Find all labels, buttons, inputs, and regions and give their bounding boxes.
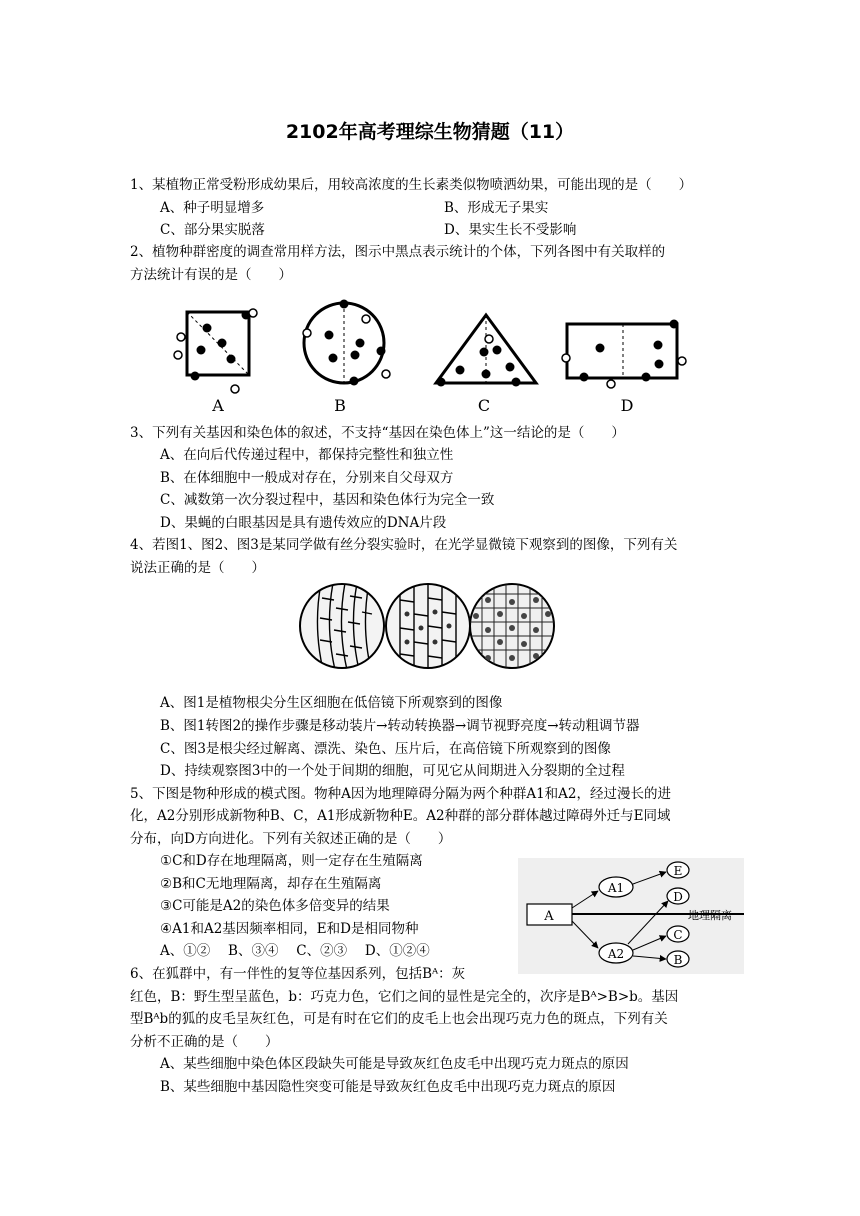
- microscope-view-3: [470, 584, 554, 668]
- q4-stem-line1: 4、若图1、图2、图3是某同学做有丝分裂实验时，在光学显微镜下观察到的图像，下列有关: [130, 537, 678, 553]
- q5-statement-1: ①C和D存在地理隔离，则一定存在生殖隔离: [160, 853, 423, 869]
- q6-option-b: B、某些细胞中基因隐性突变可能是导致灰红色皮毛中出现巧克力斑点的原因: [160, 1079, 616, 1095]
- q6-line3: 型Bᴬb的狐的皮毛呈灰红色，可是有时在它们的皮毛上也会出现巧克力色的斑点，下列有关: [130, 1011, 668, 1027]
- q6-line2: 红色，B：野生型呈蓝色，b：巧克力色，它们之间的显性是完全的，次序是Bᴬ>B>b。基因: [130, 989, 679, 1005]
- q5-statement-3: ③C可能是A2的染色体多倍变异的结果: [160, 898, 390, 914]
- node-d: D: [673, 890, 683, 904]
- q1-option-b: B、形成无子果实: [444, 200, 549, 216]
- node-a: A: [544, 909, 554, 924]
- q6-option-a: A、某些细胞中染色体区段缺失可能是导致灰红色皮毛中出现巧克力斑点的原因: [160, 1056, 629, 1072]
- sample-plot-c: [436, 315, 536, 387]
- q6-line1: 6、在狐群中，有一伴性的复等位基因系列，包括Bᴬ：灰: [130, 966, 466, 982]
- q4-stem-line2: 说法正确的是（ ）: [130, 560, 265, 576]
- q5-stem-line1: 5、下图是物种形成的模式图。物种A因为地理障碍分隔为两个种群A1和A2，经过漫长的进: [130, 786, 672, 802]
- node-a1: A1: [607, 881, 625, 895]
- microscope-view-2: [386, 578, 470, 674]
- q4-option-a: A、图1是植物根尖分生区细胞在低倍镜下所观察到的图像: [160, 695, 503, 711]
- q1-option-d: D、果实生长不受影响: [444, 222, 577, 238]
- q5-statement-2: ②B和C无地理隔离，却存在生殖隔离: [160, 876, 382, 892]
- sample-plot-a: [174, 309, 257, 393]
- plot-label-b: B: [334, 396, 346, 415]
- microscope-views-figure: [292, 578, 562, 678]
- page-title: 2102年高考理综生物猜题（11）: [285, 121, 575, 143]
- q5-statement-4: ④A1和A2基因频率相同，E和D是相同物种: [160, 921, 419, 937]
- quadrat-sampling-figure: [168, 295, 698, 415]
- q4-option-d: D、持续观察图3中的一个处于间期的细胞，可见它从间期进入分裂期的全过程: [160, 763, 625, 779]
- barrier-label: 地理隔离: [688, 909, 732, 922]
- q5-stem-line2: 化，A2分别形成新物种B、C，A1形成新物种E。A2种群的部分群体越过障碍外迁与E同域: [130, 808, 671, 824]
- plot-label-a: A: [212, 396, 224, 415]
- q3-option-a: A、在向后代传递过程中，都保持完整性和独立性: [160, 447, 454, 463]
- plot-label-d: D: [620, 396, 634, 415]
- microscope-view-1: [300, 578, 384, 674]
- q5-choices: A、①② B、③④ C、②③ D、①②④: [160, 943, 430, 959]
- sample-plot-b: [303, 300, 390, 386]
- q1-stem: 1、某植物正常受粉形成幼果后，用较高浓度的生长素类似物喷洒幼果，可能出现的是（ ）: [130, 177, 693, 193]
- q3-option-c: C、减数第一次分裂过程中，基因和染色体行为完全一致: [160, 492, 495, 508]
- node-e: E: [673, 864, 683, 878]
- q2-stem-line1: 2、植物种群密度的调查常用样方法，图示中黑点表示统计的个体，下列各图中有关取样的: [130, 244, 666, 260]
- q1-option-c: C、部分果实脱落: [160, 222, 265, 238]
- node-b: B: [673, 953, 683, 967]
- sample-plot-d: [562, 320, 686, 389]
- q5-stem-line3: 分布，向D方向进化。下列有关叙述正确的是（ ）: [130, 831, 452, 847]
- q1-option-a: A、种子明显增多: [160, 200, 265, 216]
- plot-label-c: C: [477, 396, 491, 415]
- node-a2: A2: [607, 947, 625, 961]
- q3-option-d: D、果蝇的白眼基因是具有遗传效应的DNA片段: [160, 515, 447, 531]
- q3-option-b: B、在体细胞中一般成对存在，分别来自父母双方: [160, 470, 454, 486]
- node-c: C: [673, 928, 683, 942]
- q4-option-b: B、图1转图2的操作步骤是移动装片→转动转换器→调节视野亮度→转动粗调节器: [160, 718, 640, 734]
- q6-line4: 分析不正确的是（ ）: [130, 1034, 279, 1050]
- q3-stem: 3、下列有关基因和染色体的叙述，不支持“基因在染色体上”这一结论的是（ ）: [130, 425, 625, 441]
- speciation-diagram: [518, 858, 744, 974]
- q2-stem-line2: 方法统计有误的是（ ）: [130, 267, 292, 283]
- q4-option-c: C、图3是根尖经过解离、漂洗、染色、压片后，在高倍镜下所观察到的图像: [160, 741, 611, 757]
